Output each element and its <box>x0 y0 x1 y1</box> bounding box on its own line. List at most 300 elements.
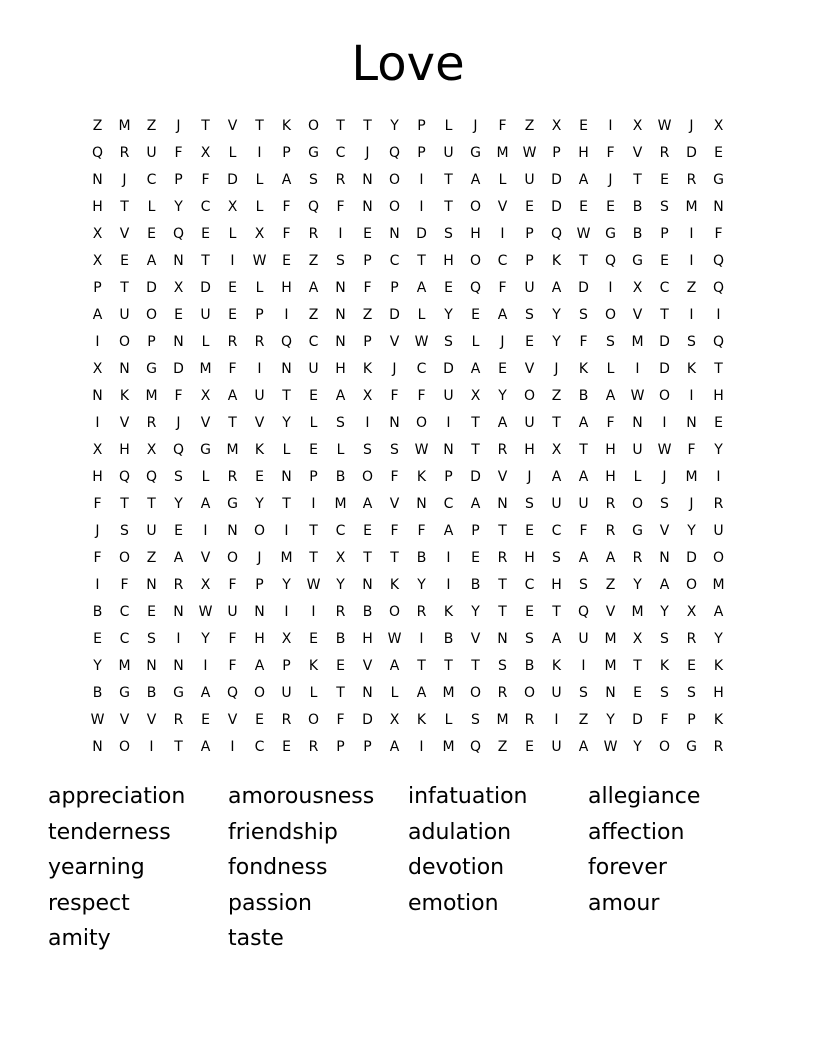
word-list-item: yearning <box>48 855 145 880</box>
grid-letter: D <box>443 361 454 377</box>
grid-letter: Z <box>686 280 697 296</box>
grid-letter: T <box>471 415 480 431</box>
grid-letter: F <box>579 523 588 539</box>
grid-letter: X <box>281 631 292 647</box>
grid-letter: S <box>147 631 156 647</box>
grid-letter: A <box>578 739 589 755</box>
grid-letter: F <box>390 388 399 404</box>
grid-row <box>84 167 732 194</box>
grid-letter: M <box>631 334 644 350</box>
grid-letter: R <box>605 496 616 512</box>
grid-letter: F <box>228 631 237 647</box>
grid-letter: N <box>686 415 697 431</box>
grid-letter: I <box>176 631 181 647</box>
grid-letter: F <box>282 199 291 215</box>
grid-letter: T <box>390 550 399 566</box>
grid-letter: T <box>255 118 264 134</box>
grid-letter: S <box>660 631 669 647</box>
grid-letter: C <box>254 739 265 755</box>
grid-letter: N <box>335 307 346 323</box>
grid-letter: U <box>524 280 535 296</box>
grid-letter: T <box>363 550 372 566</box>
grid-letter: O <box>118 550 131 566</box>
grid-letter: A <box>416 685 427 701</box>
grid-letter: T <box>471 658 480 674</box>
grid-letter: J <box>95 523 100 539</box>
grid-letter: F <box>498 280 507 296</box>
grid-letter: K <box>389 577 400 593</box>
grid-letter: U <box>632 442 643 458</box>
grid-letter: B <box>335 631 346 647</box>
grid-letter: U <box>119 307 130 323</box>
grid-letter: S <box>174 469 183 485</box>
grid-letter: Z <box>146 118 157 134</box>
grid-letter: R <box>119 145 130 161</box>
grid-row <box>84 248 732 275</box>
grid-letter: I <box>284 307 289 323</box>
grid-letter: T <box>417 658 426 674</box>
grid-letter: O <box>469 685 482 701</box>
grid-letter: L <box>201 469 210 485</box>
grid-letter: T <box>498 577 507 593</box>
grid-letter: C <box>146 172 157 188</box>
grid-letter: D <box>659 334 670 350</box>
grid-letter: E <box>255 469 264 485</box>
grid-letter: V <box>389 334 400 350</box>
grid-letter: G <box>632 523 643 539</box>
grid-letter: G <box>470 145 481 161</box>
grid-letter: D <box>146 280 157 296</box>
grid-letter: P <box>363 739 372 755</box>
grid-letter: A <box>605 388 616 404</box>
grid-letter: N <box>119 361 130 377</box>
grid-row <box>84 572 732 599</box>
grid-letter: S <box>552 550 561 566</box>
grid-letter: B <box>416 550 427 566</box>
grid-letter: N <box>92 739 103 755</box>
grid-letter: L <box>309 685 318 701</box>
grid-letter: T <box>174 739 183 755</box>
grid-letter: X <box>713 118 724 134</box>
grid-letter: F <box>336 712 345 728</box>
grid-row <box>84 113 732 140</box>
grid-letter: X <box>92 226 103 242</box>
grid-letter: X <box>632 631 643 647</box>
grid-letter: W <box>387 631 402 647</box>
grid-letter: E <box>282 253 291 269</box>
grid-letter: J <box>554 361 559 377</box>
grid-letter: C <box>551 523 562 539</box>
grid-letter: F <box>120 577 129 593</box>
grid-letter: Z <box>92 118 103 134</box>
grid-letter: A <box>551 280 562 296</box>
grid-letter: R <box>254 334 265 350</box>
grid-letter: T <box>633 658 642 674</box>
grid-letter: I <box>689 307 694 323</box>
grid-letter: S <box>444 226 453 242</box>
grid-letter: R <box>308 739 319 755</box>
grid-letter: N <box>281 469 292 485</box>
grid-letter: E <box>363 523 372 539</box>
grid-letter: E <box>525 739 534 755</box>
grid-letter: X <box>200 145 211 161</box>
grid-letter: O <box>658 739 671 755</box>
grid-letter: C <box>389 253 400 269</box>
grid-letter: O <box>118 739 131 755</box>
grid-letter: R <box>227 334 238 350</box>
grid-letter: A <box>578 469 589 485</box>
grid-letter: M <box>496 145 509 161</box>
grid-letter: E <box>579 199 588 215</box>
grid-letter: Z <box>551 388 562 404</box>
word-list-item: amour <box>588 890 660 916</box>
grid-letter: I <box>419 172 424 188</box>
grid-letter: Y <box>660 604 669 620</box>
grid-letter: I <box>419 739 424 755</box>
grid-letter: Z <box>362 307 373 323</box>
grid-letter: X <box>551 118 562 134</box>
grid-letter: S <box>687 334 696 350</box>
grid-letter: I <box>608 118 613 134</box>
grid-letter: A <box>227 388 238 404</box>
grid-letter: T <box>633 172 642 188</box>
grid-letter: F <box>93 496 102 512</box>
grid-letter: N <box>362 199 373 215</box>
grid-letter: N <box>254 604 265 620</box>
grid-letter: R <box>605 523 616 539</box>
grid-letter: A <box>389 658 400 674</box>
grid-letter: T <box>282 496 291 512</box>
grid-letter: C <box>443 496 454 512</box>
grid-letter: L <box>633 469 642 485</box>
grid-letter: P <box>525 226 534 242</box>
grid-letter: A <box>470 361 481 377</box>
grid-letter: N <box>173 334 184 350</box>
grid-letter: I <box>635 361 640 377</box>
grid-letter: N <box>146 658 157 674</box>
grid-letter: A <box>362 496 373 512</box>
word-list-item: fondness <box>228 855 328 880</box>
grid-letter: M <box>226 442 239 458</box>
grid-letter: F <box>336 199 345 215</box>
grid-letter: T <box>309 523 318 539</box>
grid-letter: E <box>444 280 453 296</box>
grid-letter: E <box>93 631 102 647</box>
grid-letter: T <box>471 442 480 458</box>
grid-letter: E <box>714 145 723 161</box>
grid-letter: D <box>551 199 562 215</box>
grid-letter: N <box>497 496 508 512</box>
grid-letter: P <box>471 523 480 539</box>
grid-letter: M <box>685 469 698 485</box>
grid-letter: Y <box>633 577 642 593</box>
grid-letter: T <box>714 361 723 377</box>
grid-letter: Z <box>497 739 508 755</box>
grid-letter: K <box>713 658 724 674</box>
grid-letter: D <box>632 712 643 728</box>
grid-letter: X <box>92 442 103 458</box>
grid-letter: D <box>551 172 562 188</box>
grid-letter: P <box>147 334 156 350</box>
word-list-item: forever <box>588 855 667 880</box>
grid-letter: W <box>657 118 672 134</box>
grid-letter: J <box>122 172 127 188</box>
grid-letter: C <box>524 577 535 593</box>
grid-row <box>84 410 732 437</box>
grid-letter: Z <box>146 550 157 566</box>
grid-letter: V <box>605 604 616 620</box>
grid-letter: H <box>713 685 724 701</box>
grid-letter: B <box>524 658 535 674</box>
grid-letter: N <box>335 334 346 350</box>
grid-letter: T <box>201 253 210 269</box>
grid-row <box>84 329 732 356</box>
grid-letter: J <box>257 550 262 566</box>
grid-letter: V <box>632 145 643 161</box>
grid-letter: M <box>280 550 293 566</box>
grid-letter: N <box>605 685 616 701</box>
grid-letter: O <box>604 307 617 323</box>
grid-letter: E <box>606 199 615 215</box>
grid-letter: Y <box>714 442 723 458</box>
grid-letter: B <box>92 604 103 620</box>
grid-letter: Q <box>469 280 482 296</box>
grid-letter: R <box>227 469 238 485</box>
grid-letter: E <box>525 604 534 620</box>
grid-row <box>84 383 732 410</box>
grid-letter: P <box>309 469 318 485</box>
grid-letter: F <box>660 712 669 728</box>
grid-letter: Y <box>390 118 399 134</box>
word-list-item: allegiance <box>588 784 701 809</box>
grid-letter: V <box>470 631 481 647</box>
grid-letter: L <box>471 334 480 350</box>
grid-letter: T <box>552 415 561 431</box>
grid-letter: Y <box>282 415 291 431</box>
grid-letter: H <box>443 253 454 269</box>
grid-letter: E <box>687 658 696 674</box>
grid-letter: J <box>500 334 505 350</box>
grid-letter: F <box>498 118 507 134</box>
grid-letter: E <box>363 226 372 242</box>
grid-letter: T <box>201 118 210 134</box>
grid-letter: Q <box>712 280 725 296</box>
grid-letter: F <box>606 145 615 161</box>
grid-letter: S <box>579 307 588 323</box>
grid-letter: U <box>524 172 535 188</box>
grid-letter: E <box>525 199 534 215</box>
grid-letter: S <box>498 658 507 674</box>
grid-letter: O <box>685 577 698 593</box>
grid-letter: V <box>632 307 643 323</box>
grid-letter: Y <box>93 658 102 674</box>
grid-letter: T <box>444 172 453 188</box>
grid-letter: A <box>578 172 589 188</box>
grid-letter: E <box>174 307 183 323</box>
grid-letter: I <box>311 604 316 620</box>
grid-letter: Y <box>282 577 291 593</box>
grid-letter: F <box>282 226 291 242</box>
grid-letter: I <box>257 361 262 377</box>
grid-letter: A <box>605 550 616 566</box>
grid-letter: T <box>282 388 291 404</box>
grid-letter: T <box>120 280 129 296</box>
word-list-item: amity <box>48 926 111 951</box>
grid-letter: U <box>524 415 535 431</box>
grid-letter: F <box>363 280 372 296</box>
word-list-item: adulation <box>408 819 512 845</box>
grid-letter: W <box>522 145 537 161</box>
grid-letter: D <box>389 307 400 323</box>
grid-letter: Y <box>498 388 507 404</box>
grid-letter: Q <box>550 226 563 242</box>
grid-letter: U <box>308 361 319 377</box>
grid-letter: C <box>335 523 346 539</box>
grid-letter: U <box>200 307 211 323</box>
grid-letter: L <box>147 199 156 215</box>
grid-letter: K <box>713 712 724 728</box>
grid-letter: V <box>524 361 535 377</box>
grid-letter: D <box>686 145 697 161</box>
grid-letter: O <box>388 604 401 620</box>
grid-letter: U <box>281 685 292 701</box>
grid-letter: L <box>201 334 210 350</box>
grid-letter: A <box>389 739 400 755</box>
grid-letter: Q <box>469 739 482 755</box>
grid-letter: L <box>255 280 264 296</box>
grid-letter: G <box>686 739 697 755</box>
grid-letter: F <box>201 172 210 188</box>
grid-letter: O <box>118 334 131 350</box>
grid-letter: X <box>254 226 265 242</box>
grid-letter: R <box>632 550 643 566</box>
grid-letter: L <box>336 442 345 458</box>
grid-letter: K <box>308 658 319 674</box>
grid-letter: E <box>120 253 129 269</box>
grid-letter: M <box>604 658 617 674</box>
grid-letter: S <box>363 442 372 458</box>
grid-row <box>84 653 732 680</box>
grid-letter: W <box>306 577 321 593</box>
grid-letter: S <box>336 415 345 431</box>
grid-row <box>84 464 732 491</box>
grid-letter: R <box>659 145 670 161</box>
grid-letter: P <box>687 712 696 728</box>
grid-letter: G <box>605 226 616 242</box>
grid-letter: I <box>230 739 235 755</box>
grid-letter: M <box>442 739 455 755</box>
grid-letter: E <box>309 631 318 647</box>
grid-letter: K <box>686 361 697 377</box>
grid-letter: A <box>200 739 211 755</box>
grid-letter: T <box>444 658 453 674</box>
grid-letter: S <box>444 334 453 350</box>
grid-letter: N <box>281 361 292 377</box>
grid-letter: J <box>365 145 370 161</box>
grid-letter: N <box>416 496 427 512</box>
grid-letter: I <box>716 469 721 485</box>
grid-letter: T <box>336 118 345 134</box>
grid-letter: Q <box>712 253 725 269</box>
grid-letter: Y <box>471 604 480 620</box>
grid-letter: Q <box>577 604 590 620</box>
grid-letter: T <box>309 550 318 566</box>
grid-letter: A <box>254 658 265 674</box>
grid-letter: N <box>92 388 103 404</box>
grid-letter: A <box>497 307 508 323</box>
grid-letter: I <box>662 415 667 431</box>
grid-letter: I <box>419 199 424 215</box>
grid-letter: L <box>444 118 453 134</box>
grid-letter: A <box>470 172 481 188</box>
grid-letter: W <box>414 334 429 350</box>
grid-letter: S <box>660 685 669 701</box>
grid-letter: W <box>657 442 672 458</box>
grid-letter: X <box>146 442 157 458</box>
grid-letter: O <box>523 388 536 404</box>
grid-letter: K <box>551 253 562 269</box>
grid-letter: T <box>120 496 129 512</box>
grid-letter: I <box>608 280 613 296</box>
grid-letter: G <box>173 685 184 701</box>
grid-letter: O <box>469 199 482 215</box>
grid-letter: L <box>390 685 399 701</box>
grid-letter: Q <box>226 685 239 701</box>
grid-letter: Y <box>606 712 615 728</box>
grid-letter: I <box>446 550 451 566</box>
grid-letter: K <box>119 388 130 404</box>
grid-letter: T <box>579 253 588 269</box>
grid-letter: I <box>419 631 424 647</box>
grid-letter: J <box>662 469 667 485</box>
grid-row <box>84 734 732 761</box>
grid-letter: O <box>658 388 671 404</box>
grid-row <box>84 545 732 572</box>
grid-letter: X <box>632 118 643 134</box>
grid-letter: H <box>470 226 481 242</box>
grid-letter: H <box>605 469 616 485</box>
grid-letter: E <box>498 361 507 377</box>
grid-letter: E <box>579 118 588 134</box>
grid-letter: F <box>579 334 588 350</box>
grid-letter: L <box>228 226 237 242</box>
grid-letter: M <box>712 577 725 593</box>
grid-letter: D <box>173 361 184 377</box>
grid-letter: P <box>174 172 183 188</box>
word-list-item: appreciation <box>48 784 186 809</box>
grid-letter: C <box>119 631 130 647</box>
word-list-item: amorousness <box>228 784 375 809</box>
grid-letter: X <box>173 280 184 296</box>
grid-letter: C <box>659 280 670 296</box>
word-list-item: respect <box>48 890 130 916</box>
letter-grid <box>84 113 732 761</box>
grid-row <box>84 356 732 383</box>
grid-letter: R <box>497 685 508 701</box>
grid-letter: V <box>659 523 670 539</box>
grid-letter: T <box>147 496 156 512</box>
grid-letter: H <box>92 469 103 485</box>
grid-letter: V <box>146 712 157 728</box>
grid-letter: G <box>119 685 130 701</box>
grid-letter: H <box>605 442 616 458</box>
grid-letter: R <box>713 496 724 512</box>
grid-letter: F <box>228 658 237 674</box>
grid-row <box>84 491 732 518</box>
grid-letter: T <box>579 442 588 458</box>
grid-letter: I <box>689 226 694 242</box>
grid-letter: K <box>659 658 670 674</box>
